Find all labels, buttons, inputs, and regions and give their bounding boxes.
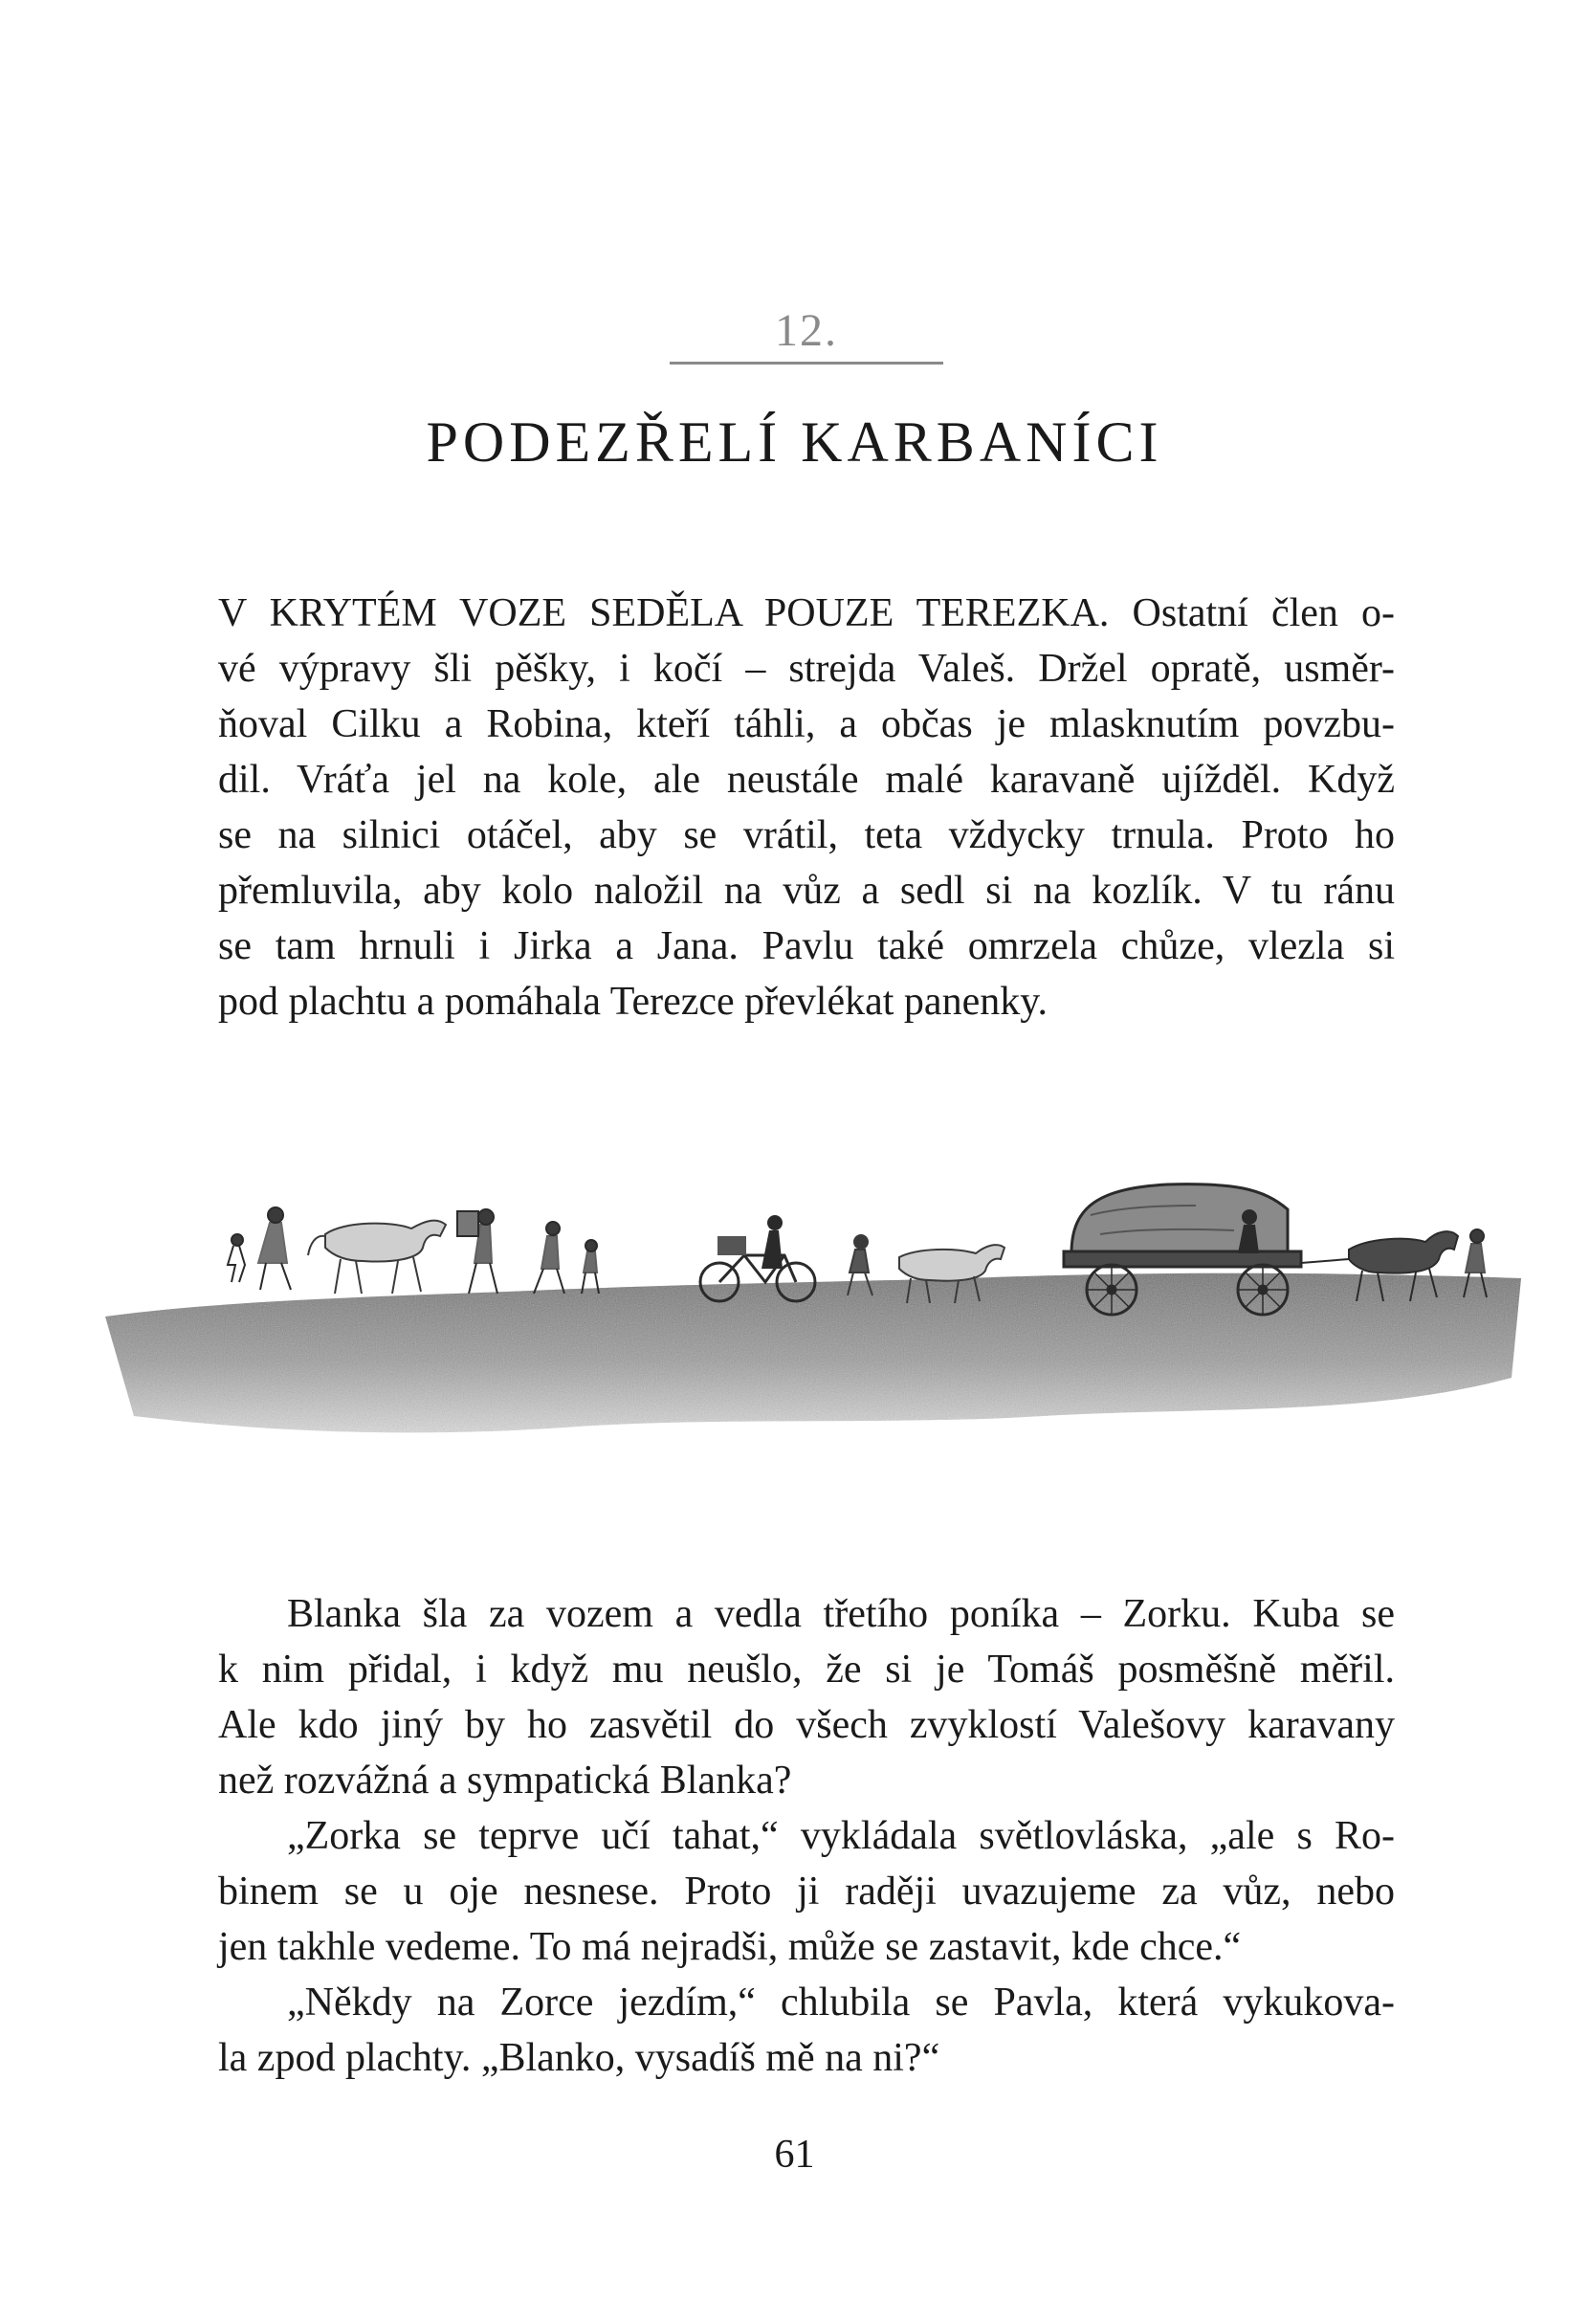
paragraph xyxy=(218,1975,1395,2086)
caravan-illustration xyxy=(105,1129,1521,1493)
paragraph xyxy=(218,1808,1395,1975)
text-line: la zpod plachty. „Blanko, vysadíš mě na ni?“ xyxy=(218,2036,940,2080)
text-line: „Zorka se teprve učí tahat,“ vykládala světlovláska, „ale s Ro- xyxy=(287,1814,1395,1858)
text-line: binem se u oje nesnese. Proto ji raději uvazujeme za vůz, nebo xyxy=(218,1870,1395,1914)
page-number: 61 xyxy=(774,2133,815,2177)
text-line: pod plachtu a pomáhala Terezce převlékat panenky. xyxy=(218,980,1048,1024)
chapter-number: 12. xyxy=(775,305,838,356)
ground-sketch xyxy=(105,1273,1521,1433)
text-line: „Někdy na Zorce jezdím,“ chlubila se Pavla, která vykukova- xyxy=(287,1981,1395,2025)
text-line: vé výpravy šli pěšky, i kočí – strejda Valeš. Držel opratě, usměr- xyxy=(218,647,1395,691)
text-line: než rozvážná a sympatická Blanka? xyxy=(218,1759,792,1803)
walking-people-left xyxy=(228,1207,291,1290)
text-line: Blanka šla za vozem a vedla třetího poníka – Zorku. Kuba se xyxy=(287,1592,1395,1636)
horse-sketch xyxy=(308,1221,446,1294)
children-walking xyxy=(534,1222,599,1294)
text-line: ňoval Cilku a Robina, kteří táhli, a občas je mlasknutím povzbu- xyxy=(218,702,1395,746)
hiker-with-backpack xyxy=(457,1209,497,1294)
chapter-title: PODEZŘELÍ KARBANÍCI xyxy=(426,410,1163,474)
paragraph xyxy=(218,1586,1395,1808)
text-line: Ale kdo jiný by ho zasvětil do všech zvyklostí Valešovy karavany xyxy=(218,1703,1395,1747)
text-line: přemluvila, aby kolo naložil na vůz a sedl si na kozlík. V tu ránu xyxy=(218,869,1395,913)
text-line: dil. Vráťa jel na kole, ale neustále malé karavaně ujížděl. Když xyxy=(218,758,1395,802)
text-line: k nim přidal, i když mu neušlo, že si je Tomáš posměšně měřil. xyxy=(218,1648,1395,1692)
text-line: se na silnici otáčel, aby se vrátil, teta vždycky trnula. Proto ho xyxy=(218,813,1395,857)
opening-paragraph xyxy=(218,586,1395,1029)
chapter-rule xyxy=(670,362,943,365)
text-line: jen takhle vedeme. To má nejradši, může se zastavit, kde chce.“ xyxy=(218,1925,1242,1969)
body-text xyxy=(218,1586,1395,2086)
text-line: V KRYTÉM VOZE SEDĚLA POUZE TEREZKA. Ostatní člen o- xyxy=(218,591,1395,635)
text-line: se tam hrnuli i Jirka a Jana. Pavlu také omrzela chůze, vlezla si xyxy=(218,924,1395,968)
